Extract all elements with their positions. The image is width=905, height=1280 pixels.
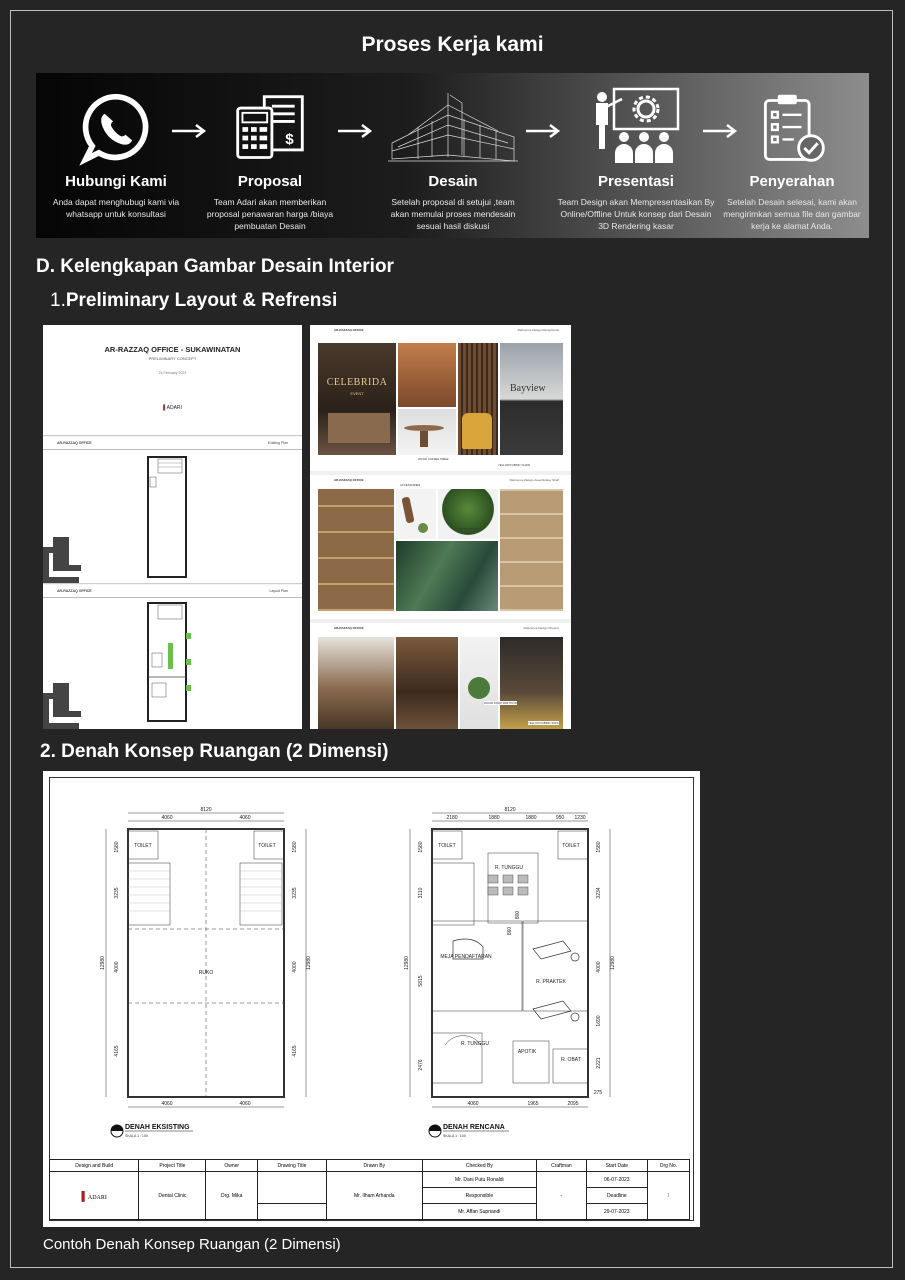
sheet-head: AR-RAZZAQ OFFICE <box>334 328 364 332</box>
reference-photo <box>500 489 563 611</box>
room-label: TOILET <box>134 843 152 849</box>
reference-label: YELLOW FABRIC CHAIR <box>498 463 531 467</box>
figure-caption: Contoh Denah Konsep Ruangan (2 Dimensi) <box>43 1236 341 1253</box>
preliminary-layout-sheets <box>43 325 302 729</box>
plan-title-right <box>429 1124 509 1138</box>
dimension-label: 1580 <box>596 841 602 853</box>
dimension-label: 4060 <box>239 1101 251 1107</box>
tb-header: Drawn By <box>326 1160 422 1172</box>
floor-plan-sheet <box>43 771 700 1227</box>
sheet-right-label: Reference Design Receptionist <box>517 328 559 332</box>
step-description: Team Adari akan memberikan proposal penawaran harga /biaya pembuatan Desain <box>206 197 334 231</box>
dimension-label: 12980 <box>610 956 616 970</box>
dimension-label: 4000 <box>114 961 120 973</box>
dimension-label: 2095 <box>567 1101 579 1107</box>
dimension-label: 860 <box>507 926 513 936</box>
reference-design-sheets <box>310 325 571 729</box>
dimension-label: 12980 <box>404 956 410 970</box>
arrow-right-icon <box>703 123 739 139</box>
dimension-label: 1880 <box>525 815 537 821</box>
dimension-label: 1965 <box>527 1101 539 1107</box>
tb-header: Drawing Title <box>258 1160 327 1172</box>
dimension-label: 275 <box>593 1090 603 1096</box>
process-banner <box>36 73 869 238</box>
step-description: Setelah Desain selesai, kami akan mengirimkan semua file dan gambar kerja ke alamat Anda. <box>723 197 861 231</box>
dimension-label: 1230 <box>574 815 586 821</box>
reference-photo <box>500 343 563 455</box>
room-label: R. OBAT <box>561 1057 581 1063</box>
subsection-heading <box>50 290 337 312</box>
subsection-number: 1. <box>50 290 66 311</box>
cover-logo: ▌ADARI <box>163 405 182 411</box>
tb-drg-no: 1 <box>647 1172 689 1220</box>
reference-label: YELLOW FABRIC SOFA <box>528 721 559 725</box>
reference-label: POTTED PLANT <box>458 527 480 531</box>
sheet-right-label: Existing Plan <box>267 441 288 445</box>
tb-header: Design and Build <box>50 1160 139 1172</box>
tb-checked: Mr. Affan Supriandi <box>422 1204 536 1220</box>
plan-title-left <box>111 1124 193 1138</box>
reference-label: WOOD COFFEE TABLE <box>418 457 449 461</box>
cover-subtitle: PRELIMINARY CONCEPT <box>148 356 197 361</box>
tb-drawn-by: Mr. Ilham Arhanda <box>326 1172 422 1220</box>
whatsapp-icon <box>78 91 154 167</box>
reference-label: WOOD STRIP PARTITION <box>484 701 518 705</box>
dimension-label: 4000 <box>292 961 298 973</box>
existing-plan-drawing <box>128 453 208 581</box>
subsection-title: Preliminary Layout & Refrensi <box>65 290 338 311</box>
existing-plan-sheet <box>43 437 302 584</box>
room-label: APOTIK <box>517 1049 537 1055</box>
dimension-label: 4165 <box>292 1045 298 1057</box>
room-label: TOILET <box>258 843 276 849</box>
tb-logo: ▌ADARI <box>50 1172 139 1220</box>
dimension-label: 2180 <box>446 815 458 821</box>
room-label: R. TUNGGU <box>461 1041 489 1047</box>
cover-date: 24 February 2023 <box>158 371 187 375</box>
reference-sheet-director <box>310 623 571 729</box>
tb-checked: Mr. Dani Putu Ronaldi <box>422 1172 536 1188</box>
reference-label: ACCESSORIES <box>400 483 421 487</box>
page-title: Proses Kerja kami <box>361 33 544 56</box>
reference-photo <box>500 637 563 729</box>
room-label: MEJA PENDAFTARAN <box>440 954 492 960</box>
sheet-head: AR-RAZZAQ OFFICE <box>334 478 364 482</box>
step-description: Anda dapat menghubugi kami via whatsapp untuk konsultasi <box>52 197 180 219</box>
tb-header: Craftman <box>537 1160 587 1172</box>
reference-photo <box>458 343 498 455</box>
step-title: Proposal <box>237 173 303 190</box>
cover-sheet <box>43 325 302 436</box>
sheet-head: AR-RAZZAQ OFFICE <box>334 626 364 630</box>
tb-header: Checked By <box>422 1160 536 1172</box>
reference-sheet-display-shelf <box>310 475 571 619</box>
tb-header: Drg No. <box>647 1160 689 1172</box>
step-title: Presentasi <box>598 173 674 190</box>
dimension-label: 3110 <box>418 887 424 899</box>
plan-scale: SKALA 1 : 100 <box>443 1134 466 1138</box>
tb-project: Dental Clinic <box>139 1172 206 1220</box>
dimension-label: 4060 <box>161 815 173 821</box>
dimension-label: 4060 <box>161 1101 173 1107</box>
checklist-icon <box>754 91 830 167</box>
reference-photo <box>460 637 498 729</box>
tb-date: 29-07-2023 <box>586 1204 647 1220</box>
dimension-label: 4060 <box>239 815 251 821</box>
tb-checked: Responsible <box>422 1188 536 1204</box>
room-label: RUKO <box>198 970 214 976</box>
plan-title: DENAH EKSISTING <box>125 1124 190 1131</box>
dimension-label: 800 <box>515 910 521 920</box>
dimension-label: 1690 <box>596 1015 602 1027</box>
room-label: R. TUNGGU <box>495 865 523 871</box>
arrow-right-icon <box>338 123 374 139</box>
tb-drawing-title <box>258 1172 327 1204</box>
dimension-label: 1580 <box>418 841 424 853</box>
reference-photo <box>398 409 456 455</box>
room-label: TOILET <box>438 843 456 849</box>
reference-photo <box>438 489 498 539</box>
calculator-invoice-icon <box>232 91 308 167</box>
sheet-right-label: Layout Plan <box>269 589 288 593</box>
dimension-label: 8120 <box>200 807 212 813</box>
adari-watermark-logo <box>43 537 83 583</box>
room-label: R. PRAKTEK <box>536 979 566 985</box>
photo-sign-text: Bayview <box>510 383 546 394</box>
dimension-label: 1580 <box>292 841 298 853</box>
step-title: Penyerahan <box>749 173 835 190</box>
dimension-label: 950 <box>555 815 565 821</box>
sheet-head: AR-RAZZAQ OFFICE <box>57 441 92 445</box>
arrow-right-icon <box>526 123 562 139</box>
tb-date: Deadline <box>586 1188 647 1204</box>
section-heading: D. Kelengkapan Gambar Desain Interior <box>36 256 394 277</box>
photo-sign-text: CELEBRIDA <box>326 377 388 388</box>
presentation-icon <box>590 85 682 165</box>
sheet-right-label: Reference Design Area Display Shelf <box>509 478 559 482</box>
layout-plan-drawing <box>128 599 208 727</box>
plan-scale: SKALA 1 : 100 <box>125 1134 148 1138</box>
reference-sheet-reception <box>310 325 571 471</box>
dimension-label: 3235 <box>114 887 120 899</box>
reference-photo <box>396 637 458 729</box>
reference-photo <box>396 489 436 539</box>
step-description: Team Design akan Mempresentasikan By Online/Offline Untuk konsep dari Desain 3D Rendering kasar <box>557 197 715 231</box>
tb-drawing-title-2 <box>258 1204 327 1220</box>
tb-header: Project Title <box>139 1160 206 1172</box>
layout-plan-sheet <box>43 585 302 729</box>
sheet-head: AR-RAZZAQ OFFICE <box>57 589 92 593</box>
dimension-label: 3234 <box>596 887 602 899</box>
dimension-label: 5815 <box>418 975 424 987</box>
sheet-right-label: Reference Design Director <box>523 626 559 630</box>
svg-text:$: $ <box>285 131 294 149</box>
dimension-label: 4060 <box>467 1101 479 1107</box>
tb-header: Start Date <box>586 1160 647 1172</box>
dimension-label: 2221 <box>596 1057 602 1069</box>
cover-title: AR-RAZZAQ OFFICE - SUKAWINATAN <box>104 345 241 354</box>
room-label: TOILET <box>562 843 580 849</box>
title-block <box>49 1159 690 1220</box>
dimension-label: 4165 <box>114 1045 120 1057</box>
tb-header: Owner <box>206 1160 258 1172</box>
dimension-label: 4000 <box>596 961 602 973</box>
adari-watermark-logo <box>43 683 83 729</box>
photo-sign-subtext: EVENT <box>350 391 364 396</box>
dimension-label: 3235 <box>292 887 298 899</box>
reference-photo <box>396 541 498 611</box>
dimension-label: 1880 <box>488 815 500 821</box>
step-title: Desain <box>428 173 478 190</box>
reference-photo <box>318 343 396 455</box>
dimension-label: 1580 <box>114 841 120 853</box>
plan-title: DENAH RENCANA <box>443 1124 505 1131</box>
tb-craftman: - <box>537 1172 587 1220</box>
arrow-right-icon <box>172 123 208 139</box>
dimension-label: 12980 <box>306 956 312 970</box>
step-title: Hubungi Kami <box>65 173 167 190</box>
dimension-label: 8120 <box>504 807 516 813</box>
building-sketch-icon <box>388 85 518 165</box>
tb-date: 06-07-2023 <box>586 1172 647 1188</box>
reference-photo <box>318 637 394 729</box>
tb-owner: Drg. Mika <box>206 1172 258 1220</box>
reference-photo <box>318 489 394 611</box>
reference-photo <box>398 343 456 407</box>
subsection-heading: 2. Denah Konsep Ruangan (2 Dimensi) <box>40 741 389 762</box>
step-description: Setelah proposal di setujui ,team akan memulai proses mendesain sesuai hasil diskusi <box>390 197 516 231</box>
dimension-label: 12980 <box>100 956 106 970</box>
dimension-label: 2476 <box>418 1059 424 1071</box>
